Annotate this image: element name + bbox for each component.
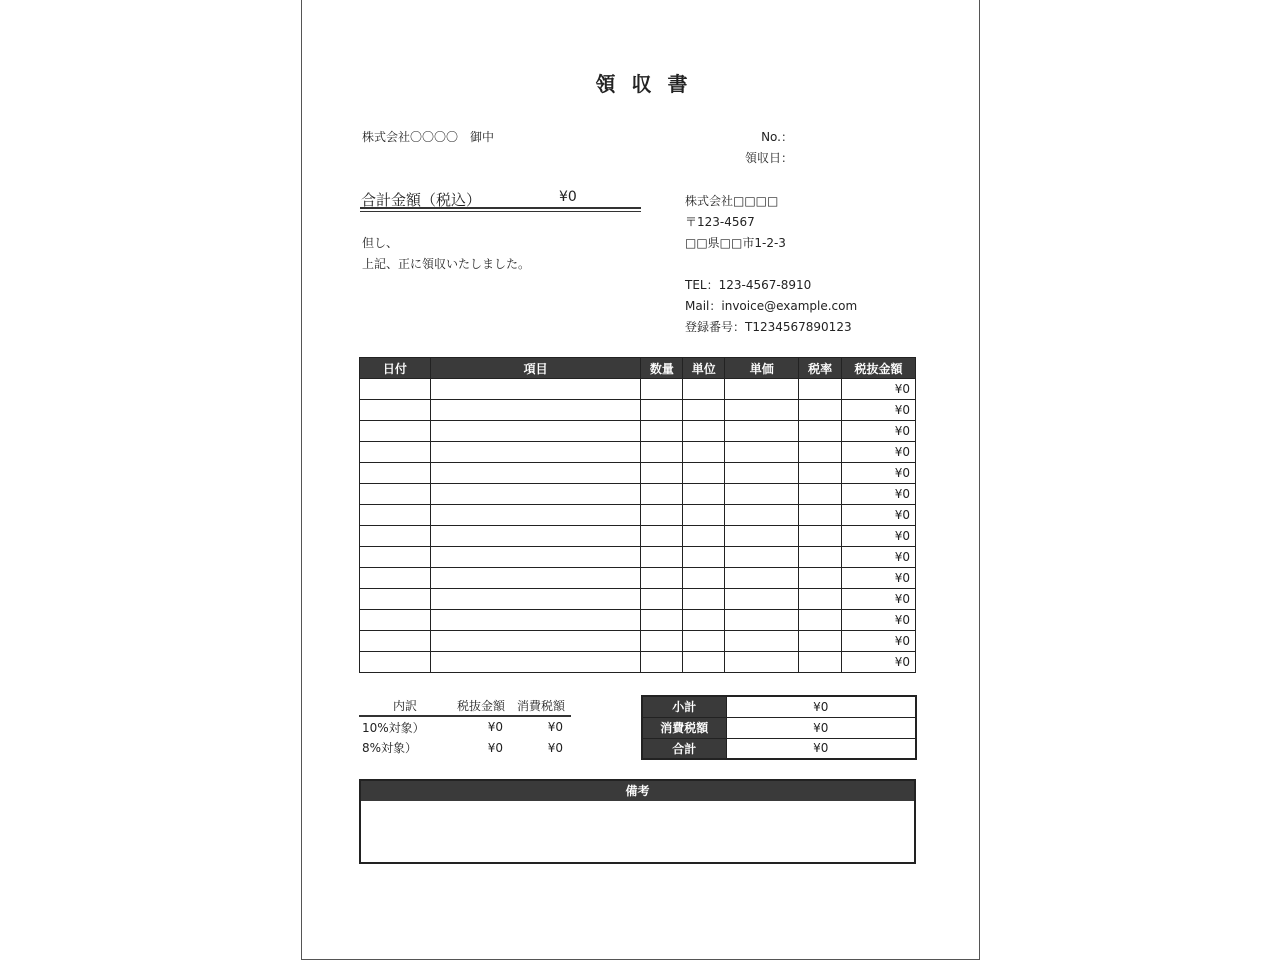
totals-label: 合計 — [642, 738, 726, 759]
table-cell[interactable] — [430, 631, 641, 652]
items-table — [359, 357, 916, 673]
recipient: 株式会社〇〇〇〇 御中 — [362, 130, 495, 144]
table-cell[interactable] — [683, 631, 725, 652]
table-cell[interactable] — [725, 442, 799, 463]
breakdown-cell: ¥0 — [487, 720, 503, 734]
table-cell[interactable] — [725, 463, 799, 484]
table-cell[interactable] — [360, 400, 431, 421]
table-cell[interactable] — [360, 463, 431, 484]
table-row — [360, 547, 916, 568]
amount-cell: ¥0 — [842, 484, 916, 505]
table-cell[interactable] — [725, 652, 799, 673]
table-row — [360, 568, 916, 589]
amount-cell: ¥0 — [842, 547, 916, 568]
table-cell[interactable] — [430, 652, 641, 673]
table-cell[interactable] — [430, 400, 641, 421]
table-cell[interactable] — [725, 379, 799, 400]
table-row — [360, 631, 916, 652]
table-cell[interactable] — [430, 379, 641, 400]
document-title: 領収書 — [595, 72, 704, 96]
table-cell[interactable] — [725, 400, 799, 421]
table-cell[interactable] — [725, 421, 799, 442]
table-row — [360, 526, 916, 547]
table-cell[interactable] — [641, 442, 683, 463]
amount-cell: ¥0 — [842, 610, 916, 631]
breakdown-header: 消費税額 — [511, 695, 571, 716]
table-cell[interactable] — [725, 547, 799, 568]
table-cell[interactable] — [360, 610, 431, 631]
table-cell[interactable] — [641, 631, 683, 652]
totals-label: 小計 — [642, 696, 726, 717]
receipt-statement: 上記、正に領収いたしました。 — [362, 257, 531, 271]
issuer-company: 株式会社□□□□ — [685, 194, 779, 208]
amount-cell: ¥0 — [842, 400, 916, 421]
amount-cell: ¥0 — [842, 652, 916, 673]
column-header: 単位 — [683, 358, 725, 379]
issuer-tel: TEL：123-4567-8910 — [685, 278, 812, 292]
table-cell[interactable] — [683, 547, 725, 568]
table-row — [360, 505, 916, 526]
breakdown-cell: ¥0 — [487, 740, 503, 755]
table-cell[interactable] — [360, 484, 431, 505]
table-cell[interactable] — [641, 379, 683, 400]
breakdown-cell: 8%対象） — [362, 741, 418, 755]
table-cell[interactable] — [430, 484, 641, 505]
amount-cell: ¥0 — [842, 442, 916, 463]
table-cell[interactable] — [799, 442, 842, 463]
table-cell[interactable] — [725, 568, 799, 589]
totals-label: 消費税額 — [642, 717, 726, 738]
table-cell[interactable] — [360, 568, 431, 589]
amount-cell: ¥0 — [842, 505, 916, 526]
table-cell[interactable] — [725, 610, 799, 631]
breakdown-header: 税抜金額 — [451, 695, 511, 716]
receipt-page — [301, 0, 980, 960]
amount-cell: ¥0 — [842, 568, 916, 589]
table-cell[interactable] — [725, 526, 799, 547]
column-header: 税率 — [799, 358, 842, 379]
totals-table — [641, 695, 917, 760]
column-header: 日付 — [360, 358, 431, 379]
remarks-header: 備考 — [361, 781, 914, 801]
table-cell[interactable] — [430, 547, 641, 568]
table-cell[interactable] — [683, 484, 725, 505]
table-cell[interactable] — [799, 484, 842, 505]
issuer-postal: 〒123-4567 — [685, 215, 755, 229]
table-cell[interactable] — [360, 652, 431, 673]
table-cell[interactable] — [683, 379, 725, 400]
column-header: 項目 — [430, 358, 641, 379]
table-cell[interactable] — [430, 505, 641, 526]
table-cell[interactable] — [725, 505, 799, 526]
column-header: 税抜金額 — [842, 358, 916, 379]
table-cell[interactable] — [360, 631, 431, 652]
table-cell[interactable] — [360, 379, 431, 400]
table-cell[interactable] — [799, 589, 842, 610]
table-cell[interactable] — [430, 463, 641, 484]
table-cell[interactable] — [799, 610, 842, 631]
totals-value: ¥0 — [726, 717, 916, 738]
table-cell[interactable] — [641, 526, 683, 547]
table-row — [360, 589, 916, 610]
amount-cell: ¥0 — [842, 421, 916, 442]
table-cell[interactable] — [799, 463, 842, 484]
table-cell[interactable] — [683, 526, 725, 547]
table-cell[interactable] — [725, 631, 799, 652]
table-row — [360, 400, 916, 421]
table-cell[interactable] — [430, 610, 641, 631]
table-cell[interactable] — [360, 505, 431, 526]
column-header: 単価 — [725, 358, 799, 379]
table-cell[interactable] — [641, 463, 683, 484]
tax-breakdown-table — [359, 695, 571, 758]
table-row — [360, 421, 916, 442]
table-row — [360, 442, 916, 463]
table-cell[interactable] — [430, 421, 641, 442]
totals-value: ¥0 — [726, 738, 916, 759]
table-cell[interactable] — [641, 547, 683, 568]
table-cell[interactable] — [360, 442, 431, 463]
table-cell[interactable] — [641, 484, 683, 505]
amount-cell: ¥0 — [842, 526, 916, 547]
table-cell[interactable] — [683, 568, 725, 589]
amount-cell: ¥0 — [842, 589, 916, 610]
table-row — [360, 610, 916, 631]
table-cell[interactable] — [683, 421, 725, 442]
table-row — [360, 463, 916, 484]
table-row — [360, 652, 916, 673]
column-header: 数量 — [641, 358, 683, 379]
table-cell[interactable] — [799, 631, 842, 652]
table-cell[interactable] — [683, 442, 725, 463]
amount-cell: ¥0 — [842, 463, 916, 484]
table-cell[interactable] — [683, 589, 725, 610]
table-cell[interactable] — [360, 421, 431, 442]
breakdown-cell: ¥0 — [547, 740, 563, 755]
table-cell[interactable] — [683, 505, 725, 526]
table-cell[interactable] — [641, 652, 683, 673]
table-cell[interactable] — [725, 589, 799, 610]
totals-row — [642, 738, 916, 759]
breakdown-header: 内訳 — [359, 695, 451, 716]
table-cell[interactable] — [683, 400, 725, 421]
table-cell[interactable] — [799, 421, 842, 442]
breakdown-cell: ¥0 — [547, 720, 563, 734]
issuer-info — [685, 191, 857, 338]
table-cell[interactable] — [799, 505, 842, 526]
amount-cell: ¥0 — [842, 631, 916, 652]
amount-cell: ¥0 — [842, 379, 916, 400]
table-cell[interactable] — [641, 568, 683, 589]
table-cell[interactable] — [430, 568, 641, 589]
totals-row — [642, 696, 916, 717]
table-cell[interactable] — [799, 379, 842, 400]
table-cell[interactable] — [360, 589, 431, 610]
table-row — [360, 379, 916, 400]
table-row — [360, 484, 916, 505]
table-cell[interactable] — [799, 547, 842, 568]
table-cell[interactable] — [683, 652, 725, 673]
table-cell[interactable] — [725, 484, 799, 505]
receipt-number-label: No.： — [761, 130, 793, 144]
breakdown-row — [359, 737, 571, 758]
issuer-mail: Mail：invoice@example.com — [685, 299, 858, 313]
table-cell[interactable] — [430, 589, 641, 610]
table-cell[interactable] — [799, 400, 842, 421]
issuer-registration: 登録番号：T1234567890123 — [685, 320, 852, 334]
total-amount-value: ¥0 — [559, 189, 577, 205]
issuer-address: □□県□□市1-2-3 — [685, 236, 786, 250]
totals-value: ¥0 — [726, 696, 916, 717]
breakdown-row — [359, 716, 571, 737]
table-cell[interactable] — [641, 610, 683, 631]
table-cell[interactable] — [799, 568, 842, 589]
breakdown-cell: 10%対象） — [362, 720, 425, 735]
table-cell[interactable] — [360, 526, 431, 547]
totals-row — [642, 717, 916, 738]
table-cell[interactable] — [683, 463, 725, 484]
double-underline — [360, 207, 641, 212]
table-cell[interactable] — [799, 526, 842, 547]
remarks-box — [359, 779, 916, 864]
table-cell[interactable] — [641, 505, 683, 526]
table-cell[interactable] — [360, 547, 431, 568]
table-cell[interactable] — [430, 442, 641, 463]
purpose-text: 但し、 — [362, 236, 399, 250]
table-cell[interactable] — [641, 589, 683, 610]
table-cell[interactable] — [799, 652, 842, 673]
table-cell[interactable] — [683, 610, 725, 631]
table-cell[interactable] — [641, 400, 683, 421]
total-amount-label: 合計金額（税込） — [361, 191, 482, 209]
receipt-date-label: 領収日： — [744, 151, 793, 165]
table-cell[interactable] — [430, 526, 641, 547]
table-cell[interactable] — [641, 421, 683, 442]
